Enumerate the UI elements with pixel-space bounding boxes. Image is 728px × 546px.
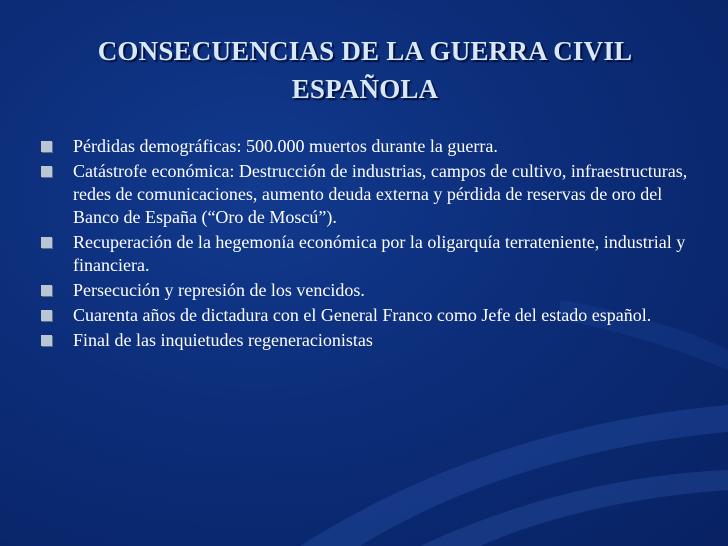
bullet-list bbox=[40, 135, 700, 352]
slide-title-line-1: CONSECUENCIAS DE LA GUERRA CIVIL bbox=[97, 36, 633, 66]
square-bullet-icon bbox=[41, 141, 52, 152]
bullet-text: Catástrofe económica: Destrucción de industrias, campos de cultivo, infraestructuras, redes de comunicaciones, aumento deuda externa y pérdida de reservas de oro del Banco de España (“Oro de Moscú”). bbox=[73, 161, 688, 227]
bullet-item bbox=[40, 279, 700, 302]
bullet-item bbox=[40, 160, 700, 229]
bullet-text: Final de las inquietudes regeneracionistas bbox=[73, 330, 373, 350]
square-bullet-icon bbox=[41, 285, 52, 296]
slide-title-line-2: ESPAÑOLA bbox=[291, 74, 439, 104]
square-bullet-icon bbox=[41, 335, 52, 346]
bullet-item bbox=[40, 231, 700, 277]
bullet-text: Pérdidas demográficas: 500.000 muertos durante la guerra. bbox=[73, 136, 498, 156]
bullet-text: Persecución y represión de los vencidos. bbox=[73, 280, 365, 300]
bullet-item bbox=[40, 329, 700, 352]
bullet-item bbox=[40, 304, 700, 327]
bullet-item bbox=[40, 135, 700, 158]
square-bullet-icon bbox=[41, 310, 52, 321]
square-bullet-icon bbox=[41, 237, 52, 248]
bullet-text: Recuperación de la hegemonía económica por la oligarquía terrateniente, industrial y financiera. bbox=[73, 232, 686, 275]
bullet-text: Cuarenta años de dictadura con el General Franco como Jefe del estado español. bbox=[73, 305, 652, 325]
slide-title bbox=[40, 32, 690, 108]
square-bullet-icon bbox=[41, 166, 52, 177]
